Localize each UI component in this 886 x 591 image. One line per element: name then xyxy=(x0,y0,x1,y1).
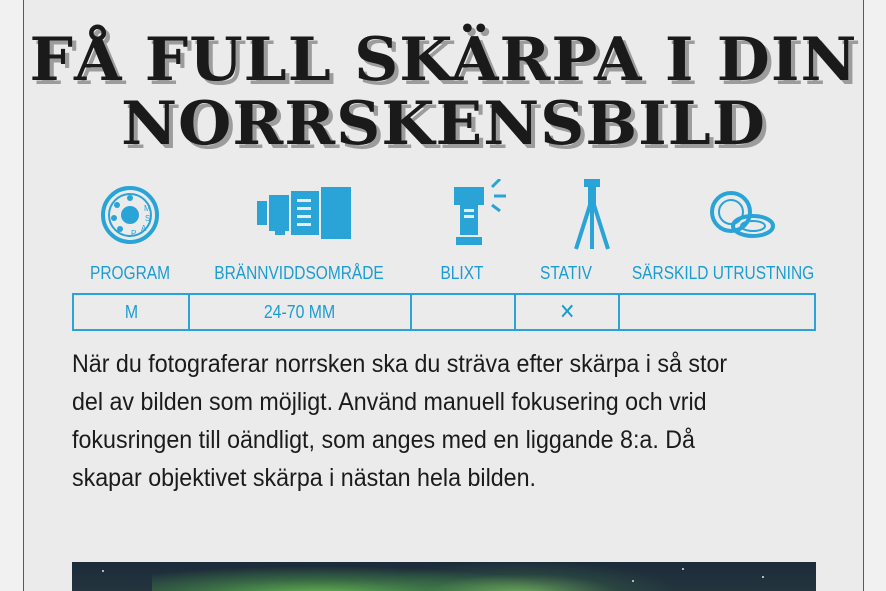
program-value: M xyxy=(124,301,138,322)
body-line: När du fotograferar norrsken ska du sträva efter skärpa i så stor xyxy=(72,350,728,378)
settings-table xyxy=(72,293,816,331)
tripod-icon xyxy=(564,178,620,252)
mode-dial-icon xyxy=(100,178,160,252)
svg-text:A: A xyxy=(141,224,147,233)
cell-tripod xyxy=(516,295,620,329)
label-special-equipment: SÄRSKILD UTRUSTNING xyxy=(631,263,815,283)
lens-icon xyxy=(255,178,355,252)
body-line: del av bilden som möjligt. Använd manuell fokusering och vrid xyxy=(72,388,707,416)
label-focal-range: BRÄNNVIDDSOMRÅDE xyxy=(214,263,384,283)
body-line: fokusringen till oändligt, som anges med en liggande 8:a. Då xyxy=(72,426,695,454)
headline-line-1: FÅ FULL SKÄRPA I DIN xyxy=(29,25,858,95)
cell-special-equipment xyxy=(620,295,814,329)
body-line: skapar objektivet skärpa i nästan hela bilden. xyxy=(72,464,536,492)
headline xyxy=(16,25,872,159)
flash-icon xyxy=(440,178,520,252)
cell-focal-range xyxy=(190,295,412,329)
svg-text:M: M xyxy=(144,204,151,213)
star xyxy=(682,568,684,570)
svg-text:S: S xyxy=(145,214,151,223)
label-flash: BLIXT xyxy=(440,263,484,283)
equipment-labels xyxy=(72,259,816,287)
tripod-check-icon: ✕ xyxy=(558,299,576,324)
body-paragraph xyxy=(72,345,779,497)
label-tripod: STATIV xyxy=(540,263,592,283)
svg-text:P: P xyxy=(131,229,137,238)
equipment-icons xyxy=(72,178,816,258)
star xyxy=(632,580,634,582)
focal-range-value: 24-70 MM xyxy=(264,301,336,322)
cell-program xyxy=(74,295,190,329)
magazine-page xyxy=(24,0,863,591)
aurora-photo xyxy=(72,562,816,591)
star xyxy=(102,570,104,572)
star xyxy=(762,576,764,578)
label-program: PROGRAM xyxy=(89,263,170,283)
filter-icon xyxy=(702,178,782,252)
headline-line-2: NORRSKENSBILD xyxy=(121,89,766,159)
aurora-glow xyxy=(372,562,672,591)
cell-flash xyxy=(412,295,516,329)
